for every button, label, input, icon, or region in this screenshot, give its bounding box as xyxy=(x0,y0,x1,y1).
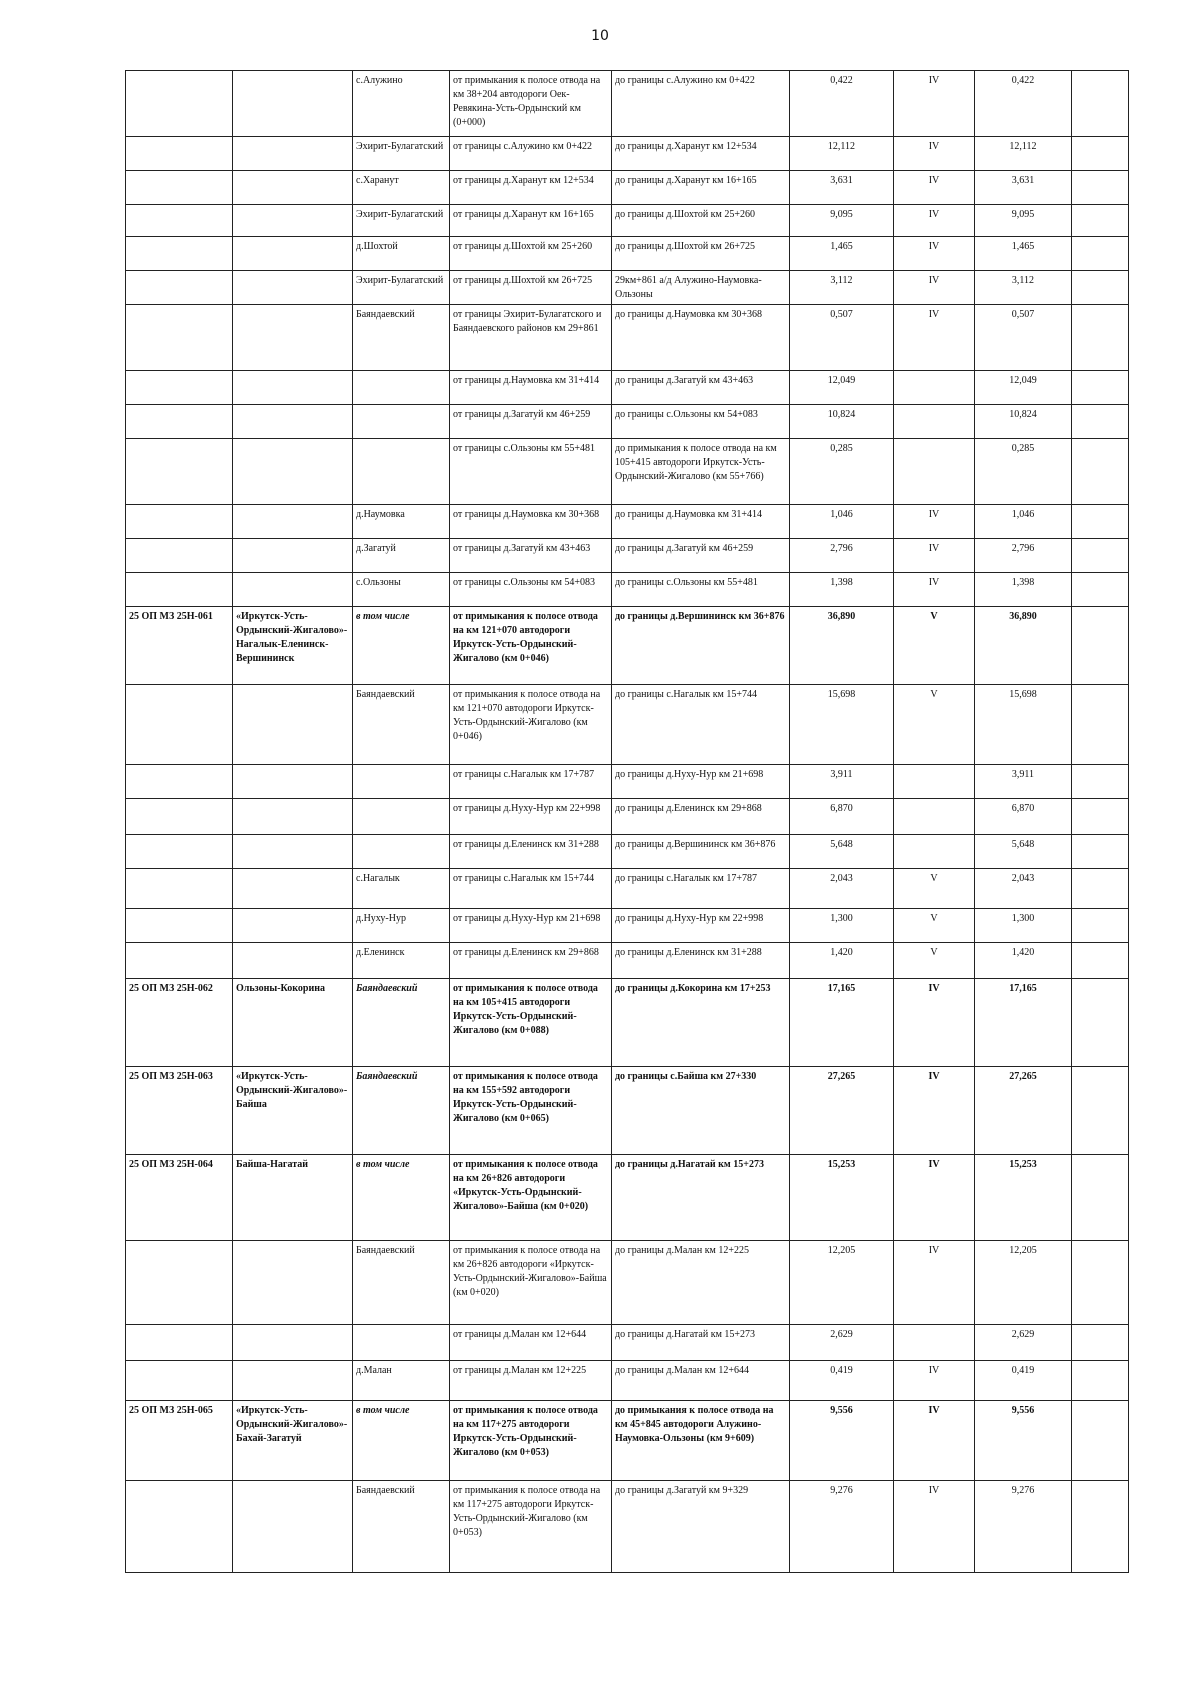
empty-cell xyxy=(1072,137,1129,171)
length-cell: 2,043 xyxy=(790,869,894,909)
length-cell: 0,507 xyxy=(790,305,894,371)
length-cell: 1,465 xyxy=(790,237,894,271)
from-cell: от границы д.Еленинск км 29+868 xyxy=(450,943,612,979)
empty-cell xyxy=(1072,1155,1129,1241)
from-cell: от границы с.Нагалык км 15+744 xyxy=(450,869,612,909)
road-header-row xyxy=(126,1155,1129,1241)
from-cell: от границы д.Малан км 12+225 xyxy=(450,1361,612,1401)
table-row xyxy=(126,799,1129,835)
table-body xyxy=(126,71,1129,1573)
to-cell: до границы д.Нуху-Нур км 21+698 xyxy=(612,765,790,799)
road-code-cell xyxy=(126,271,233,305)
length-cell: 6,870 xyxy=(790,799,894,835)
empty-cell xyxy=(1072,979,1129,1067)
table-row xyxy=(126,137,1129,171)
length-cell: 3,631 xyxy=(790,171,894,205)
to-cell: до границы д.Загатуй км 9+329 xyxy=(612,1481,790,1573)
from-cell: от примыкания к полосе отвода на км 117+275 автодороги Иркутск-Усть-Ордынский-Жигалово (км 0+053) xyxy=(450,1481,612,1573)
from-cell: от границы д.Малан км 12+644 xyxy=(450,1325,612,1361)
section-cell: Эхирит-Булагатский xyxy=(353,137,450,171)
empty-cell xyxy=(1072,1361,1129,1401)
empty-cell xyxy=(1072,685,1129,765)
length-cell: 15,253 xyxy=(790,1155,894,1241)
road-code-cell xyxy=(126,943,233,979)
section-cell xyxy=(353,371,450,405)
length-cell: 12,049 xyxy=(790,371,894,405)
empty-cell xyxy=(1072,371,1129,405)
category-cell: IV xyxy=(894,71,975,137)
total-cell: 17,165 xyxy=(975,979,1072,1067)
to-cell: до границы с.Ользоны км 55+481 xyxy=(612,573,790,607)
total-cell: 2,796 xyxy=(975,539,1072,573)
road-code-cell xyxy=(126,1361,233,1401)
to-cell: до границы д.Нуху-Нур км 22+998 xyxy=(612,909,790,943)
section-cell xyxy=(353,439,450,505)
from-cell: от границы д.Шохтой км 25+260 xyxy=(450,237,612,271)
road-name-cell: «Иркутск-Усть-Ордынский-Жигалово»-Байша xyxy=(233,1067,353,1155)
section-cell: с.Нагалык xyxy=(353,869,450,909)
total-cell: 0,507 xyxy=(975,305,1072,371)
section-cell: Эхирит-Булагатский xyxy=(353,205,450,237)
from-cell: от границы с.Алужино км 0+422 xyxy=(450,137,612,171)
road-code-cell xyxy=(126,869,233,909)
length-cell: 1,398 xyxy=(790,573,894,607)
road-name-cell xyxy=(233,799,353,835)
category-cell: IV xyxy=(894,305,975,371)
category-cell: IV xyxy=(894,205,975,237)
road-name-cell xyxy=(233,869,353,909)
road-code-cell xyxy=(126,505,233,539)
table-row xyxy=(126,835,1129,869)
road-code-cell xyxy=(126,305,233,371)
empty-cell xyxy=(1072,1401,1129,1481)
category-cell xyxy=(894,405,975,439)
section-cell: в том числе xyxy=(353,607,450,685)
from-cell: от границы д.Еленинск км 31+288 xyxy=(450,835,612,869)
length-cell: 0,419 xyxy=(790,1361,894,1401)
road-name-cell xyxy=(233,835,353,869)
road-name-cell xyxy=(233,1481,353,1573)
section-cell: Баяндаевский xyxy=(353,1241,450,1325)
section-cell: Эхирит-Булагатский xyxy=(353,271,450,305)
category-cell: IV xyxy=(894,505,975,539)
category-cell: IV xyxy=(894,1067,975,1155)
to-cell: до границы д.Нагатай км 15+273 xyxy=(612,1325,790,1361)
road-name-cell: «Иркутск-Усть-Ордынский-Жигалово»-Нагалык-Еленинск-Вершининск xyxy=(233,607,353,685)
road-name-cell xyxy=(233,685,353,765)
length-cell: 0,422 xyxy=(790,71,894,137)
road-name-cell xyxy=(233,1325,353,1361)
category-cell: IV xyxy=(894,979,975,1067)
empty-cell xyxy=(1072,271,1129,305)
road-name-cell xyxy=(233,205,353,237)
table-row xyxy=(126,869,1129,909)
category-cell: V xyxy=(894,869,975,909)
to-cell: до границы д.Наумовка км 31+414 xyxy=(612,505,790,539)
empty-cell xyxy=(1072,573,1129,607)
road-name-cell: Байша-Нагатай xyxy=(233,1155,353,1241)
section-cell: д.Загатуй xyxy=(353,539,450,573)
road-name-cell xyxy=(233,943,353,979)
road-code-cell xyxy=(126,137,233,171)
road-code-cell xyxy=(126,835,233,869)
length-cell: 12,205 xyxy=(790,1241,894,1325)
road-code-cell xyxy=(126,1325,233,1361)
length-cell: 2,796 xyxy=(790,539,894,573)
empty-cell xyxy=(1072,835,1129,869)
length-cell: 1,300 xyxy=(790,909,894,943)
section-cell: д.Наумовка xyxy=(353,505,450,539)
empty-cell xyxy=(1072,1241,1129,1325)
category-cell: IV xyxy=(894,1481,975,1573)
category-cell: V xyxy=(894,943,975,979)
empty-cell xyxy=(1072,539,1129,573)
empty-cell xyxy=(1072,943,1129,979)
category-cell: IV xyxy=(894,171,975,205)
total-cell: 27,265 xyxy=(975,1067,1072,1155)
section-cell xyxy=(353,835,450,869)
length-cell: 0,285 xyxy=(790,439,894,505)
total-cell: 9,276 xyxy=(975,1481,1072,1573)
length-cell: 9,276 xyxy=(790,1481,894,1573)
road-code-cell xyxy=(126,439,233,505)
table-row xyxy=(126,71,1129,137)
category-cell: IV xyxy=(894,271,975,305)
to-cell: до границы д.Вершининск км 36+876 xyxy=(612,835,790,869)
from-cell: от границы д.Шохтой км 26+725 xyxy=(450,271,612,305)
section-cell xyxy=(353,1325,450,1361)
road-code-cell xyxy=(126,71,233,137)
category-cell: IV xyxy=(894,1241,975,1325)
total-cell: 1,465 xyxy=(975,237,1072,271)
to-cell: до границы д.Вершининск км 36+876 xyxy=(612,607,790,685)
total-cell: 1,420 xyxy=(975,943,1072,979)
road-code-cell xyxy=(126,765,233,799)
category-cell: V xyxy=(894,607,975,685)
from-cell: от границы д.Харанут км 16+165 xyxy=(450,205,612,237)
to-cell: 29км+861 а/д Алужино-Наумовка-Ользоны xyxy=(612,271,790,305)
section-cell: с.Алужино xyxy=(353,71,450,137)
road-code-cell xyxy=(126,205,233,237)
empty-cell xyxy=(1072,607,1129,685)
total-cell: 0,419 xyxy=(975,1361,1072,1401)
road-name-cell xyxy=(233,71,353,137)
total-cell: 0,285 xyxy=(975,439,1072,505)
to-cell: до границы д.Харанут км 16+165 xyxy=(612,171,790,205)
from-cell: от примыкания к полосе отвода на км 26+826 автодороги «Иркутск-Усть-Ордынский-Жигалово»-Байша (км 0+020) xyxy=(450,1155,612,1241)
empty-cell xyxy=(1072,765,1129,799)
to-cell: до примыкания к полосе отвода на км 105+415 автодороги Иркутск-Усть-Ордынский-Жигалово (км 55+766) xyxy=(612,439,790,505)
section-cell: д.Нуху-Нур xyxy=(353,909,450,943)
empty-cell xyxy=(1072,71,1129,137)
from-cell: от примыкания к полосе отвода на км 121+070 автодороги Иркутск-Усть-Ордынский-Жигалово (км 0+046) xyxy=(450,685,612,765)
section-cell: д.Малан xyxy=(353,1361,450,1401)
empty-cell xyxy=(1072,171,1129,205)
road-header-row xyxy=(126,979,1129,1067)
road-header-row xyxy=(126,1401,1129,1481)
total-cell: 2,043 xyxy=(975,869,1072,909)
category-cell xyxy=(894,799,975,835)
road-code-cell: 25 ОП МЗ 25Н-065 xyxy=(126,1401,233,1481)
section-cell: Баяндаевский xyxy=(353,685,450,765)
category-cell xyxy=(894,1325,975,1361)
category-cell xyxy=(894,371,975,405)
road-name-cell xyxy=(233,405,353,439)
road-code-cell xyxy=(126,1481,233,1573)
total-cell: 1,046 xyxy=(975,505,1072,539)
from-cell: от границы д.Нуху-Нур км 22+998 xyxy=(450,799,612,835)
road-name-cell: Ользоны-Кокорина xyxy=(233,979,353,1067)
length-cell: 27,265 xyxy=(790,1067,894,1155)
table-row xyxy=(126,405,1129,439)
category-cell: IV xyxy=(894,539,975,573)
length-cell: 3,112 xyxy=(790,271,894,305)
road-code-cell xyxy=(126,371,233,405)
table-row xyxy=(126,909,1129,943)
road-name-cell xyxy=(233,271,353,305)
empty-cell xyxy=(1072,799,1129,835)
to-cell: до границы д.Шохтой км 26+725 xyxy=(612,237,790,271)
table-row xyxy=(126,237,1129,271)
from-cell: от границы д.Харанут км 12+534 xyxy=(450,171,612,205)
road-name-cell xyxy=(233,505,353,539)
road-code-cell xyxy=(126,1241,233,1325)
from-cell: от границы с.Нагалык км 17+787 xyxy=(450,765,612,799)
road-name-cell xyxy=(233,171,353,205)
category-cell: IV xyxy=(894,1155,975,1241)
category-cell xyxy=(894,835,975,869)
length-cell: 12,112 xyxy=(790,137,894,171)
to-cell: до границы д.Наумовка км 30+368 xyxy=(612,305,790,371)
length-cell: 9,095 xyxy=(790,205,894,237)
from-cell: от границы д.Наумовка км 31+414 xyxy=(450,371,612,405)
length-cell: 17,165 xyxy=(790,979,894,1067)
category-cell: V xyxy=(894,909,975,943)
length-cell: 15,698 xyxy=(790,685,894,765)
road-code-cell xyxy=(126,909,233,943)
empty-cell xyxy=(1072,505,1129,539)
section-cell: Баяндаевский xyxy=(353,1067,450,1155)
from-cell: от примыкания к полосе отвода на км 38+204 автодороги Оек-Ревякина-Усть-Ордынский км (0+000) xyxy=(450,71,612,137)
road-code-cell: 25 ОП МЗ 25Н-062 xyxy=(126,979,233,1067)
road-code-cell: 25 ОП МЗ 25Н-061 xyxy=(126,607,233,685)
road-name-cell xyxy=(233,439,353,505)
to-cell: до границы с.Нагалык км 15+744 xyxy=(612,685,790,765)
total-cell: 36,890 xyxy=(975,607,1072,685)
length-cell: 9,556 xyxy=(790,1401,894,1481)
to-cell: до примыкания к полосе отвода на км 45+845 автодороги Алужино-Наумовка-Ользоны (км 9+609) xyxy=(612,1401,790,1481)
section-cell: с.Ользоны xyxy=(353,573,450,607)
road-name-cell: «Иркутск-Усть-Ордынский-Жигалово»-Бахай-Загатуй xyxy=(233,1401,353,1481)
total-cell: 5,648 xyxy=(975,835,1072,869)
table-row xyxy=(126,1361,1129,1401)
section-cell: д.Еленинск xyxy=(353,943,450,979)
table-row xyxy=(126,685,1129,765)
road-header-row xyxy=(126,1067,1129,1155)
section-cell: Баяндаевский xyxy=(353,979,450,1067)
from-cell: от примыкания к полосе отвода на км 26+826 автодороги «Иркутск-Усть-Ордынский-Жигалово»-Байша (км 0+020) xyxy=(450,1241,612,1325)
to-cell: до границы д.Еленинск км 29+868 xyxy=(612,799,790,835)
empty-cell xyxy=(1072,909,1129,943)
table-row xyxy=(126,271,1129,305)
road-code-cell xyxy=(126,685,233,765)
empty-cell xyxy=(1072,205,1129,237)
to-cell: до границы с.Алужино км 0+422 xyxy=(612,71,790,137)
table-row xyxy=(126,943,1129,979)
to-cell: до границы д.Загатуй км 46+259 xyxy=(612,539,790,573)
section-cell: с.Харанут xyxy=(353,171,450,205)
length-cell: 10,824 xyxy=(790,405,894,439)
to-cell: до границы с.Байша км 27+330 xyxy=(612,1067,790,1155)
from-cell: от примыкания к полосе отвода на км 155+592 автодороги Иркутск-Усть-Ордынский-Жигалово (км 0+065) xyxy=(450,1067,612,1155)
to-cell: до границы д.Шохтой км 25+260 xyxy=(612,205,790,237)
table-row xyxy=(126,371,1129,405)
category-cell: IV xyxy=(894,1361,975,1401)
empty-cell xyxy=(1072,237,1129,271)
total-cell: 1,300 xyxy=(975,909,1072,943)
road-code-cell xyxy=(126,405,233,439)
to-cell: до границы д.Еленинск км 31+288 xyxy=(612,943,790,979)
from-cell: от границы Эхирит-Булагатского и Баяндаевского районов км 29+861 xyxy=(450,305,612,371)
length-cell: 5,648 xyxy=(790,835,894,869)
table-row xyxy=(126,505,1129,539)
road-code-cell xyxy=(126,539,233,573)
section-cell xyxy=(353,799,450,835)
from-cell: от границы д.Наумовка км 30+368 xyxy=(450,505,612,539)
to-cell: до границы д.Малан км 12+644 xyxy=(612,1361,790,1401)
length-cell: 2,629 xyxy=(790,1325,894,1361)
table-row xyxy=(126,205,1129,237)
from-cell: от границы д.Загатуй км 46+259 xyxy=(450,405,612,439)
category-cell: IV xyxy=(894,237,975,271)
empty-cell xyxy=(1072,869,1129,909)
to-cell: до границы с.Ользоны км 54+083 xyxy=(612,405,790,439)
section-cell: в том числе xyxy=(353,1155,450,1241)
road-code-cell: 25 ОП МЗ 25Н-063 xyxy=(126,1067,233,1155)
section-cell xyxy=(353,765,450,799)
total-cell: 15,698 xyxy=(975,685,1072,765)
road-name-cell xyxy=(233,909,353,943)
total-cell: 1,398 xyxy=(975,573,1072,607)
road-code-cell xyxy=(126,237,233,271)
to-cell: до границы с.Нагалык км 17+787 xyxy=(612,869,790,909)
category-cell: IV xyxy=(894,1401,975,1481)
empty-cell xyxy=(1072,405,1129,439)
table-row xyxy=(126,539,1129,573)
empty-cell xyxy=(1072,305,1129,371)
to-cell: до границы д.Загатуй км 43+463 xyxy=(612,371,790,405)
total-cell: 9,556 xyxy=(975,1401,1072,1481)
table-row xyxy=(126,1241,1129,1325)
length-cell: 36,890 xyxy=(790,607,894,685)
road-name-cell xyxy=(233,1241,353,1325)
table-row xyxy=(126,573,1129,607)
category-cell: IV xyxy=(894,137,975,171)
from-cell: от примыкания к полосе отвода на км 121+070 автодороги Иркутск-Усть-Ордынский-Жигалово (км 0+046) xyxy=(450,607,612,685)
road-name-cell xyxy=(233,539,353,573)
road-name-cell xyxy=(233,573,353,607)
table-row xyxy=(126,765,1129,799)
to-cell: до границы д.Малан км 12+225 xyxy=(612,1241,790,1325)
to-cell: до границы д.Харанут км 12+534 xyxy=(612,137,790,171)
from-cell: от примыкания к полосе отвода на км 105+415 автодороги Иркутск-Усть-Ордынский-Жигалово (км 0+088) xyxy=(450,979,612,1067)
category-cell: V xyxy=(894,685,975,765)
to-cell: до границы д.Кокорина км 17+253 xyxy=(612,979,790,1067)
category-cell: IV xyxy=(894,573,975,607)
empty-cell xyxy=(1072,1067,1129,1155)
section-cell: в том числе xyxy=(353,1401,450,1481)
road-code-cell xyxy=(126,799,233,835)
road-header-row xyxy=(126,607,1129,685)
section-cell xyxy=(353,405,450,439)
category-cell xyxy=(894,439,975,505)
section-cell: Баяндаевский xyxy=(353,1481,450,1573)
table-row xyxy=(126,439,1129,505)
length-cell: 3,911 xyxy=(790,765,894,799)
section-cell: Баяндаевский xyxy=(353,305,450,371)
table-row xyxy=(126,171,1129,205)
road-name-cell xyxy=(233,305,353,371)
road-name-cell xyxy=(233,765,353,799)
total-cell: 2,629 xyxy=(975,1325,1072,1361)
road-register-table xyxy=(125,70,1129,1573)
empty-cell xyxy=(1072,439,1129,505)
category-cell xyxy=(894,765,975,799)
total-cell: 0,422 xyxy=(975,71,1072,137)
road-name-cell xyxy=(233,237,353,271)
total-cell: 3,631 xyxy=(975,171,1072,205)
table-row xyxy=(126,305,1129,371)
from-cell: от границы д.Нуху-Нур км 21+698 xyxy=(450,909,612,943)
total-cell: 10,824 xyxy=(975,405,1072,439)
length-cell: 1,046 xyxy=(790,505,894,539)
road-code-cell xyxy=(126,573,233,607)
from-cell: от границы д.Загатуй км 43+463 xyxy=(450,539,612,573)
from-cell: от границы с.Ользоны км 54+083 xyxy=(450,573,612,607)
page-number: 10 xyxy=(591,28,609,44)
empty-cell xyxy=(1072,1325,1129,1361)
road-name-cell xyxy=(233,371,353,405)
road-code-cell xyxy=(126,171,233,205)
road-code-cell: 25 ОП МЗ 25Н-064 xyxy=(126,1155,233,1241)
empty-cell xyxy=(1072,1481,1129,1573)
road-name-cell xyxy=(233,137,353,171)
total-cell: 12,049 xyxy=(975,371,1072,405)
total-cell: 3,112 xyxy=(975,271,1072,305)
table-row xyxy=(126,1481,1129,1573)
length-cell: 1,420 xyxy=(790,943,894,979)
road-name-cell xyxy=(233,1361,353,1401)
to-cell: до границы д.Нагатай км 15+273 xyxy=(612,1155,790,1241)
total-cell: 12,205 xyxy=(975,1241,1072,1325)
table-row xyxy=(126,1325,1129,1361)
from-cell: от примыкания к полосе отвода на км 117+275 автодороги Иркутск-Усть-Ордынский-Жигалово (км 0+053) xyxy=(450,1401,612,1481)
total-cell: 12,112 xyxy=(975,137,1072,171)
total-cell: 3,911 xyxy=(975,765,1072,799)
section-cell: д.Шохтой xyxy=(353,237,450,271)
from-cell: от границы с.Ользоны км 55+481 xyxy=(450,439,612,505)
total-cell: 9,095 xyxy=(975,205,1072,237)
total-cell: 15,253 xyxy=(975,1155,1072,1241)
total-cell: 6,870 xyxy=(975,799,1072,835)
